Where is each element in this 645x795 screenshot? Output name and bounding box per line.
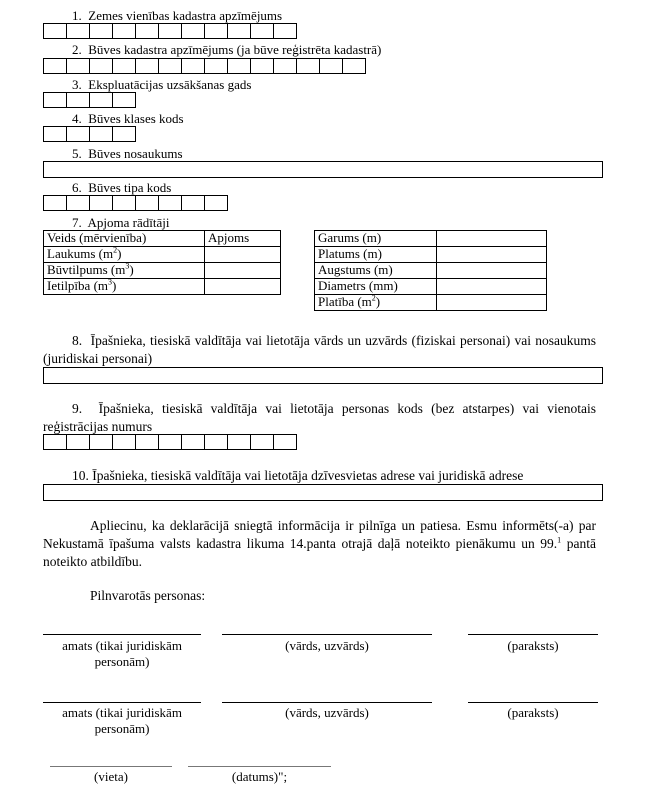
col-type-header: Veids (mērvienība): [44, 231, 205, 247]
table-row: [315, 263, 547, 279]
field-9-label: 9. Īpašnieka, tiesiskā valdītāja vai lietotāja personas kods (bez atstarpes) vai vienotais reģistrācijas numurs: [43, 401, 596, 434]
field-1-cells[interactable]: [43, 23, 296, 39]
field-2-cells[interactable]: [43, 58, 365, 74]
owner-address-input[interactable]: [43, 484, 603, 501]
field-8-label: 8. Īpašnieka, tiesiskā valdītāja vai lietotāja vārds un uzvārds (fiziskai personai) vai nosaukums (juridiskai personai): [43, 333, 596, 366]
place-caption: (vieta): [94, 769, 128, 784]
col-amount-header: Apjoms: [205, 231, 281, 247]
structure-name-input[interactable]: [43, 161, 603, 178]
char-cell[interactable]: [112, 126, 136, 142]
char-cell[interactable]: [66, 58, 90, 74]
char-cell[interactable]: [158, 23, 182, 39]
char-cell[interactable]: [43, 23, 67, 39]
table-row: [315, 247, 547, 263]
char-cell[interactable]: [181, 58, 205, 74]
table-row: [315, 295, 547, 311]
char-cell[interactable]: [112, 434, 136, 450]
char-cell[interactable]: [89, 92, 113, 108]
row-label: Garums (m): [315, 231, 437, 247]
char-cell[interactable]: [135, 58, 159, 74]
signature-line[interactable]: [468, 634, 598, 635]
row-label: Laukums $(m^2)$: [44, 247, 205, 263]
position-line[interactable]: [43, 702, 201, 703]
char-cell[interactable]: [273, 434, 297, 450]
char-cell[interactable]: [181, 23, 205, 39]
field-2-label: 2. Būves kadastra apzīmējums (ja būve reģistrēta kadastrā): [72, 42, 382, 57]
table-row: [44, 263, 281, 279]
amount-input[interactable]: [205, 279, 281, 295]
char-cell[interactable]: [250, 23, 274, 39]
char-cell[interactable]: [112, 23, 136, 39]
char-cell[interactable]: [66, 92, 90, 108]
char-cell[interactable]: [181, 195, 205, 211]
signature-caption: (paraksts): [507, 638, 559, 653]
row-label: Būvtilpums $(m^3)$: [44, 263, 205, 279]
signature-line[interactable]: [468, 702, 598, 703]
row-label: Diametrs (mm): [315, 279, 437, 295]
char-cell[interactable]: [43, 126, 67, 142]
char-cell[interactable]: [112, 58, 136, 74]
row-label: Platums (m): [315, 247, 437, 263]
name-line[interactable]: [222, 634, 432, 635]
table-row: [315, 279, 547, 295]
char-cell[interactable]: [43, 92, 67, 108]
char-cell[interactable]: [43, 58, 67, 74]
char-cell[interactable]: [89, 434, 113, 450]
position-caption: amats (tikai juridiskām personām): [62, 705, 182, 736]
field-9-cells[interactable]: [43, 434, 296, 450]
date-line[interactable]: [188, 766, 331, 767]
position-caption: amats (tikai juridiskām personām): [62, 638, 182, 669]
table-row: [44, 279, 281, 295]
signature-caption: (paraksts): [507, 705, 559, 720]
char-cell[interactable]: [204, 23, 228, 39]
owner-name-input[interactable]: [43, 367, 603, 384]
field-5-label: 5. Būves nosaukums: [72, 146, 183, 161]
char-cell[interactable]: [112, 195, 136, 211]
char-cell[interactable]: [135, 23, 159, 39]
value-input[interactable]: [437, 231, 547, 247]
name-caption: (vārds, uzvārds): [285, 638, 369, 653]
char-cell[interactable]: [273, 23, 297, 39]
place-line[interactable]: [50, 766, 172, 767]
char-cell[interactable]: [43, 195, 67, 211]
char-cell[interactable]: [112, 92, 136, 108]
date-caption: (datums)";: [231, 769, 288, 784]
char-cell[interactable]: [89, 58, 113, 74]
char-cell[interactable]: [342, 58, 366, 74]
char-cell[interactable]: [135, 434, 159, 450]
name-caption: (vārds, uzvārds): [285, 705, 369, 720]
char-cell[interactable]: [158, 58, 182, 74]
char-cell[interactable]: [66, 23, 90, 39]
char-cell[interactable]: [204, 58, 228, 74]
char-cell[interactable]: [89, 195, 113, 211]
dimension-table: [314, 230, 547, 311]
char-cell[interactable]: [135, 195, 159, 211]
char-cell[interactable]: [319, 58, 343, 74]
table-row: [315, 231, 547, 247]
char-cell[interactable]: [204, 195, 228, 211]
value-input[interactable]: [437, 279, 547, 295]
char-cell[interactable]: [296, 58, 320, 74]
value-input[interactable]: [437, 263, 547, 279]
declaration-text: Apliecinu, ka deklarācijā sniegtā informācija ir pilnīga un patiesa. Esmu informēts(-a) par Nekustamā īpašuma valsts kadastra likuma 14.panta otrajā daļā noteikto pienākumu un 99.$^1$ pantā noteikto atbildību.: [43, 518, 596, 569]
char-cell[interactable]: [250, 58, 274, 74]
field-6-cells[interactable]: [43, 195, 227, 211]
field-4-cells[interactable]: [43, 126, 135, 142]
char-cell[interactable]: [227, 23, 251, 39]
char-cell[interactable]: [250, 434, 274, 450]
char-cell[interactable]: [227, 58, 251, 74]
field-7-label: 7. Apjoma rādītāji: [72, 215, 170, 230]
field-6-label: 6. Būves tipa kods: [72, 180, 172, 195]
value-input[interactable]: [437, 247, 547, 263]
char-cell[interactable]: [181, 434, 205, 450]
row-label: Augstums (m): [315, 263, 437, 279]
field-1-label: 1. Zemes vienības kadastra apzīmējums: [72, 8, 283, 23]
authorized-persons-heading: Pilnvarotās personas:: [90, 588, 206, 603]
amount-input[interactable]: [205, 247, 281, 263]
char-cell[interactable]: [158, 434, 182, 450]
value-input[interactable]: [437, 295, 547, 311]
char-cell[interactable]: [227, 434, 251, 450]
char-cell[interactable]: [66, 434, 90, 450]
char-cell[interactable]: [66, 195, 90, 211]
char-cell[interactable]: [273, 58, 297, 74]
char-cell[interactable]: [204, 434, 228, 450]
char-cell[interactable]: [66, 126, 90, 142]
field-3-label: 3. Ekspluatācijas uzsākšanas gads: [72, 77, 252, 92]
name-line[interactable]: [222, 702, 432, 703]
char-cell[interactable]: [89, 126, 113, 142]
field-4-label: 4. Būves klases kods: [72, 111, 184, 126]
position-line[interactable]: [43, 634, 201, 635]
table-row: [44, 247, 281, 263]
row-label: Ietilpība $(m^3)$: [44, 279, 205, 295]
row-label: Platība $(m^2)$: [315, 295, 437, 311]
field-10-label: 10. Īpašnieka, tiesiskā valdītāja vai lietotāja dzīvesvietas adrese vai juridiskā adrese: [72, 468, 524, 483]
amount-input[interactable]: [205, 263, 281, 279]
volume-table: [43, 230, 281, 295]
char-cell[interactable]: [43, 434, 67, 450]
char-cell[interactable]: [89, 23, 113, 39]
volume-table-header: [44, 231, 281, 247]
field-3-cells[interactable]: [43, 92, 135, 108]
char-cell[interactable]: [158, 195, 182, 211]
